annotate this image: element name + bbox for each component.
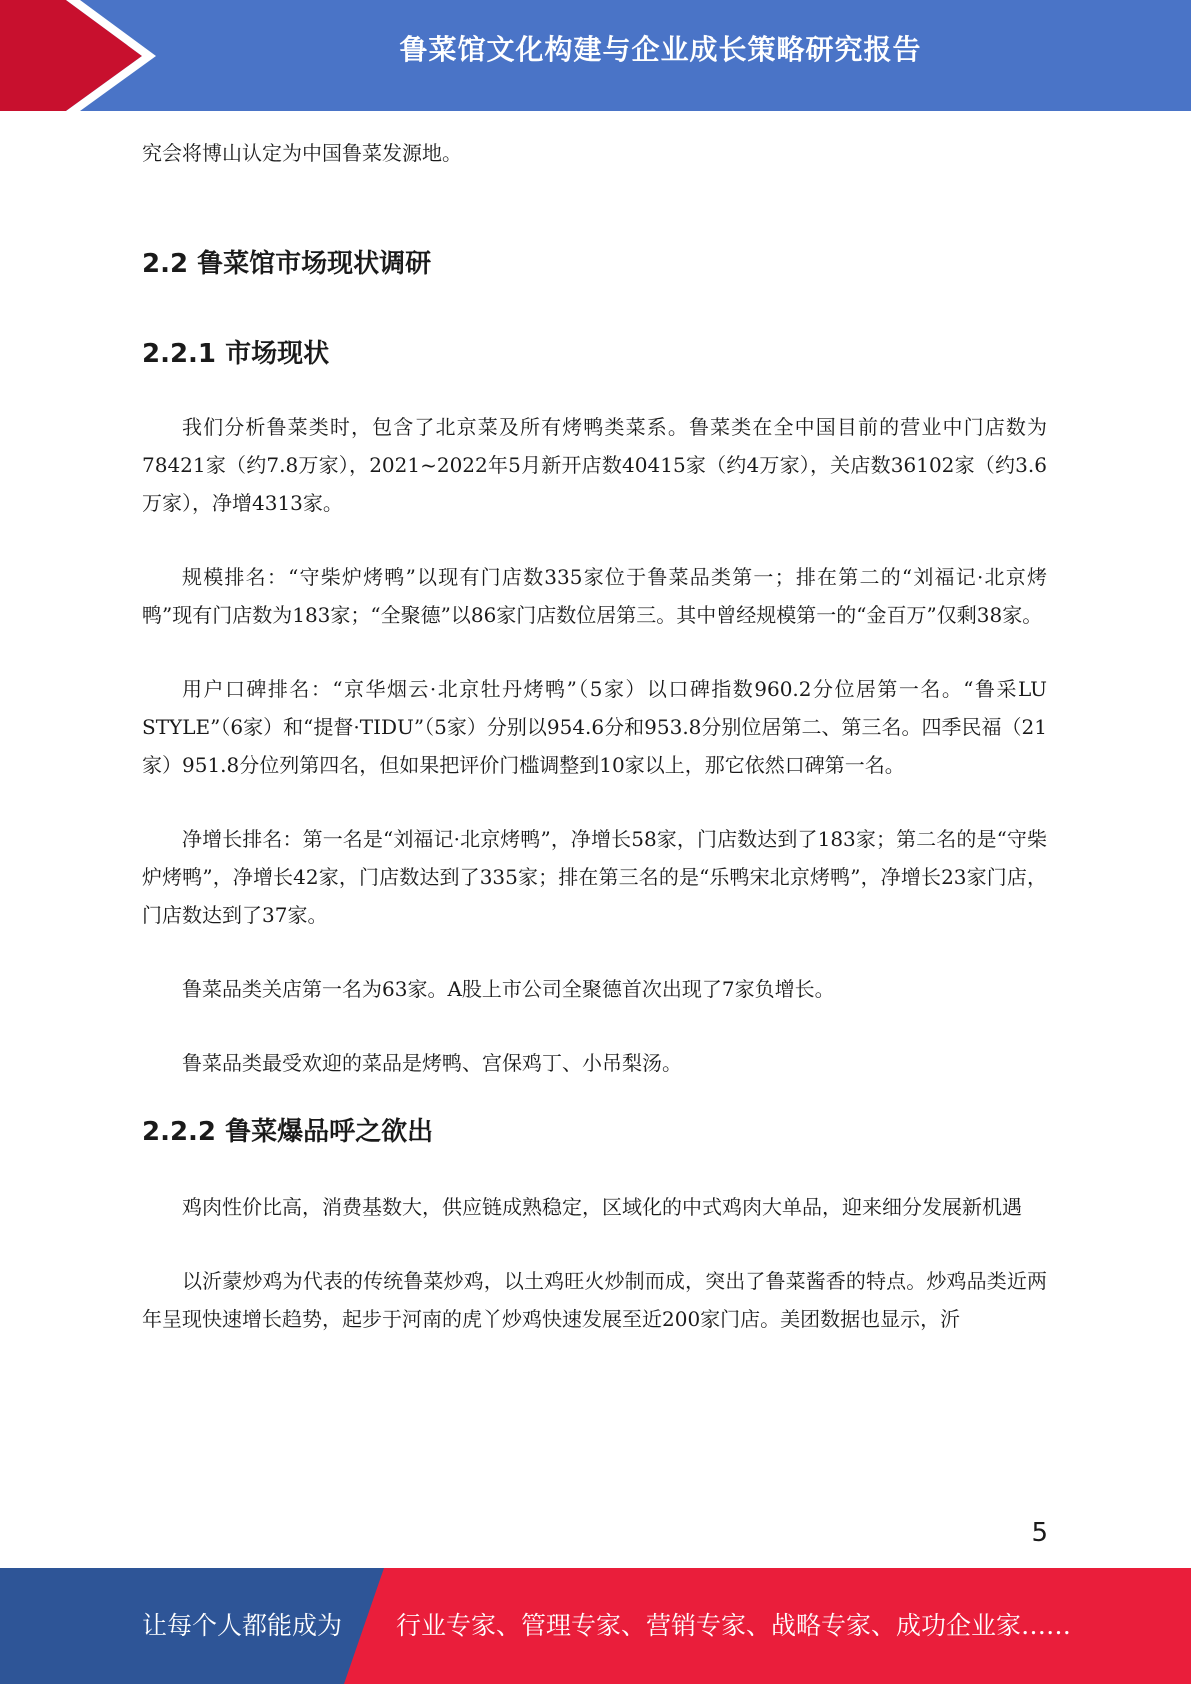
paragraph-popular-dishes: 鲁菜品类最受欢迎的菜品是烤鸭、宫保鸡丁、小吊梨汤。 bbox=[182, 1051, 682, 1075]
page-footer bbox=[0, 1568, 1191, 1684]
paragraph-stir-fried-chicken: 以沂蒙炒鸡为代表的传统鲁菜炒鸡，以土鸡旺火炒制而成，突出了鲁菜酱香的特点。炒鸡品类近两年呈现快速增长趋势，起步于河南的虎丫炒鸡快速发展至近200家门店。美团数据也显示，沂 bbox=[142, 1269, 1047, 1331]
paragraph-scale-ranking: 规模排名：“守柴炉烤鸭”以现有门店数335家位于鲁菜品类第一；排在第二的“刘福记·北京烤鸭”现有门店数为183家；“全聚德”以86家门店数位居第三。其中曾经规模第一的“金百万”仅剩38家。 bbox=[142, 565, 1047, 627]
report-title: 鲁菜馆文化构建与企业成长策略研究报告 bbox=[399, 33, 922, 66]
section-heading-2-2-2: 2.2.2 鲁菜爆品呼之欲出 bbox=[142, 1117, 434, 1147]
footer-slogan-right: 行业专家、管理专家、营销专家、战略专家、成功企业家…… bbox=[396, 1611, 1072, 1640]
header-chevron-decoration bbox=[0, 0, 160, 111]
paragraph-reputation-ranking: 用户口碑排名：“京华烟云·北京牡丹烤鸭”（5家）以口碑指数960.2分位居第一名。“鲁采LU STYLE”（6家）和“提督·TIDU”（5家）分别以954.6分和953.8分别位居第二、第三名。四季民福（21家）951.8分位列第四名，但如果把评价门槛调整到10家以上，那它依然口碑第一名。 bbox=[142, 677, 1047, 777]
page-number: 5 bbox=[1031, 1518, 1048, 1548]
section-heading-2-2: 2.2 鲁菜馆市场现状调研 bbox=[142, 249, 432, 279]
paragraph-continued: 究会将博山认定为中国鲁菜发源地。 bbox=[142, 141, 462, 165]
paragraph-closures: 鲁菜品类关店第一名为63家。A股上市公司全聚德首次出现了7家负增长。 bbox=[182, 977, 835, 1001]
footer-slogan-left: 让每个人都能成为 bbox=[142, 1611, 343, 1640]
page-content bbox=[142, 134, 1047, 1338]
page-header bbox=[0, 0, 1191, 111]
paragraph-market-overview: 我们分析鲁菜类时，包含了北京菜及所有烤鸭类菜系。鲁菜类在全中国目前的营业中门店数为78421家（约7.8万家），2021~2022年5月新开店数40415家（约4万家），关店数36102家（约3.6万家），净增4313家。 bbox=[142, 415, 1047, 515]
paragraph-chicken-opportunity: 鸡肉性价比高，消费基数大，供应链成熟稳定，区域化的中式鸡肉大单品，迎来细分发展新机遇 bbox=[182, 1195, 1022, 1219]
section-heading-2-2-1: 2.2.1 市场现状 bbox=[142, 339, 330, 369]
paragraph-growth-ranking: 净增长排名：第一名是“刘福记·北京烤鸭”，净增长58家，门店数达到了183家；第二名的是“守柴炉烤鸭”，净增长42家，门店数达到了335家；排在第三名的是“乐鸭宋北京烤鸭”，净增长23家门店，门店数达到了37家。 bbox=[142, 827, 1047, 927]
